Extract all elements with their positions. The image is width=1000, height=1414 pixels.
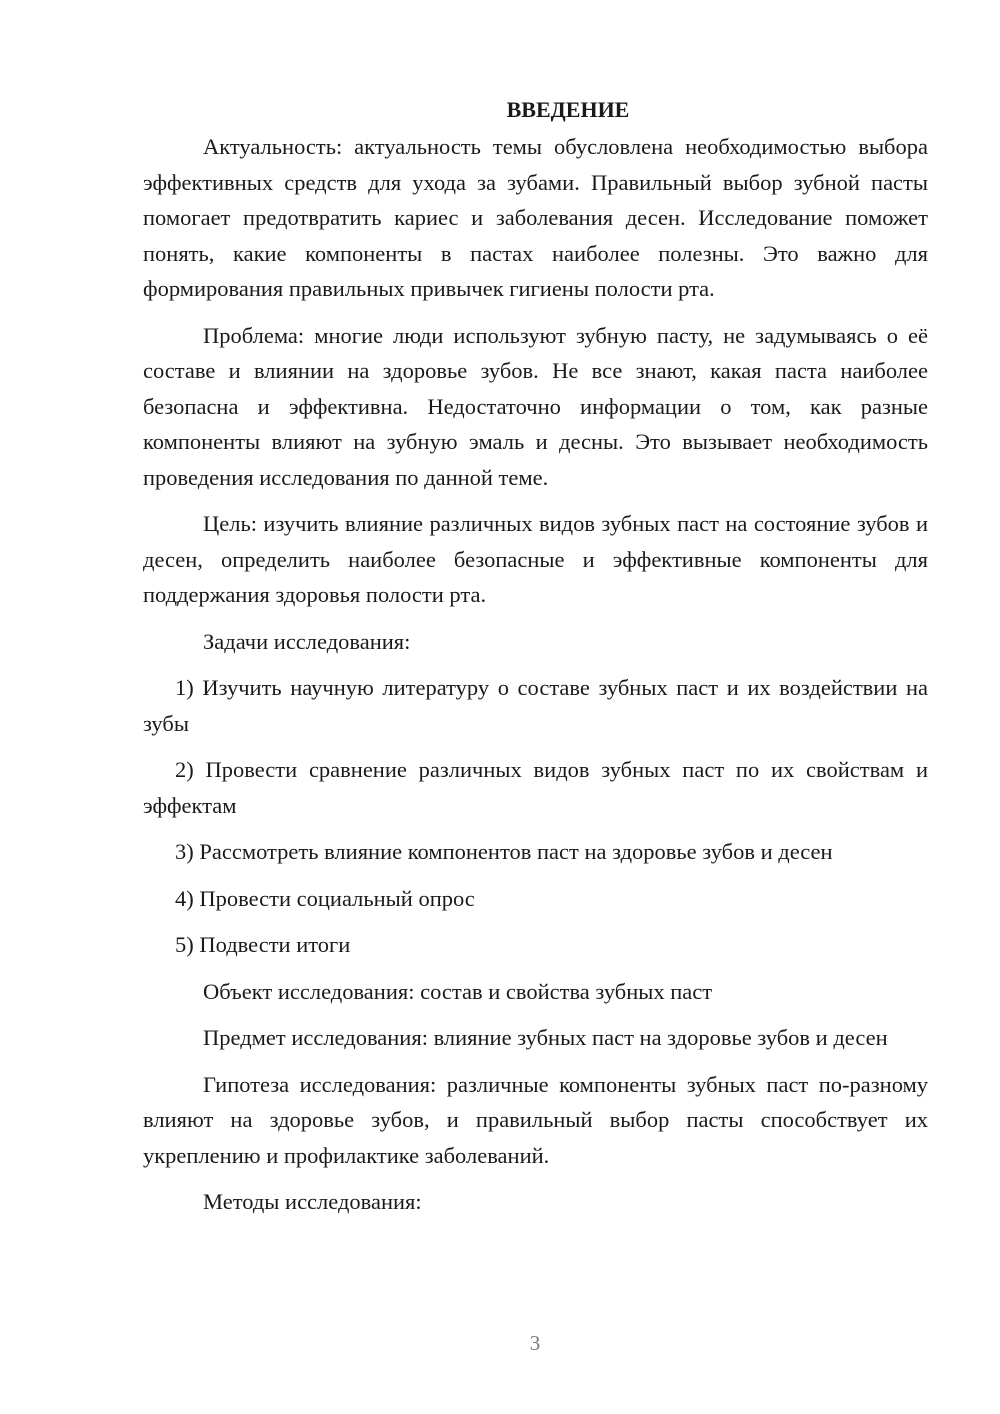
task-item-3: 3) Рассмотреть влияние компонентов паст на здоровье зубов и десен xyxy=(175,839,833,864)
section-heading: ВВЕДЕНИЕ xyxy=(506,97,630,122)
task-item-2: 2) Провести сравнение различных видов зубных паст по их свойствам и эффектам xyxy=(143,757,928,818)
task-item-5: 5) Подвести итоги xyxy=(175,932,351,957)
tasks-title: Задачи исследования: xyxy=(203,628,411,654)
paragraph-hypothesis: Гипотеза исследования: различные компоненты зубных паст по-разному влияют на здоровье зубов, и правильный выбор пасты способствует их укреплению и профилактике заболеваний. xyxy=(143,1071,928,1168)
paragraph-problem: Проблема: многие люди используют зубную пасту, не задумываясь о её составе и влиянии на здоровье зубов. Не все знают, какая паста наиболее безопасна и эффективна. Недостаточно информации о том, как разные компоненты влияют на зубную эмаль и десны. Это вызывает необходимость проведения исследования по данной теме. xyxy=(143,322,928,490)
task-item-4: 4) Провести социальный опрос xyxy=(175,885,475,911)
methods-title: Методы исследования: xyxy=(203,1189,422,1214)
paragraph-relevance: Актуальность: актуальность темы обусловлена необходимостью выбора эффективных средств для ухода за зубами. Правильный выбор зубной пасты помогает предотвратить кариес и заболевания десен. Исследование поможет понять, какие компоненты в пастах наиболее полезны. Это важно для формирования правильных привычек гигиены полости рта. xyxy=(143,134,928,301)
paragraph-object: Объект исследования: состав и свойства зубных паст xyxy=(203,978,713,1004)
page-number: 3 xyxy=(529,1331,541,1355)
paragraph-goal: Цель: изучить влияние различных видов зубных паст на состояние зубов и десен, определить наиболее безопасные и эффективные компоненты для поддержания здоровья полости рта. xyxy=(143,511,928,607)
document-body xyxy=(143,95,928,1231)
task-item-1: 1) Изучить научную литературу о составе зубных паст и их воздействии на зубы xyxy=(143,675,928,736)
paragraph-subject: Предмет исследования: влияние зубных паст на здоровье зубов и десен xyxy=(203,1025,888,1050)
